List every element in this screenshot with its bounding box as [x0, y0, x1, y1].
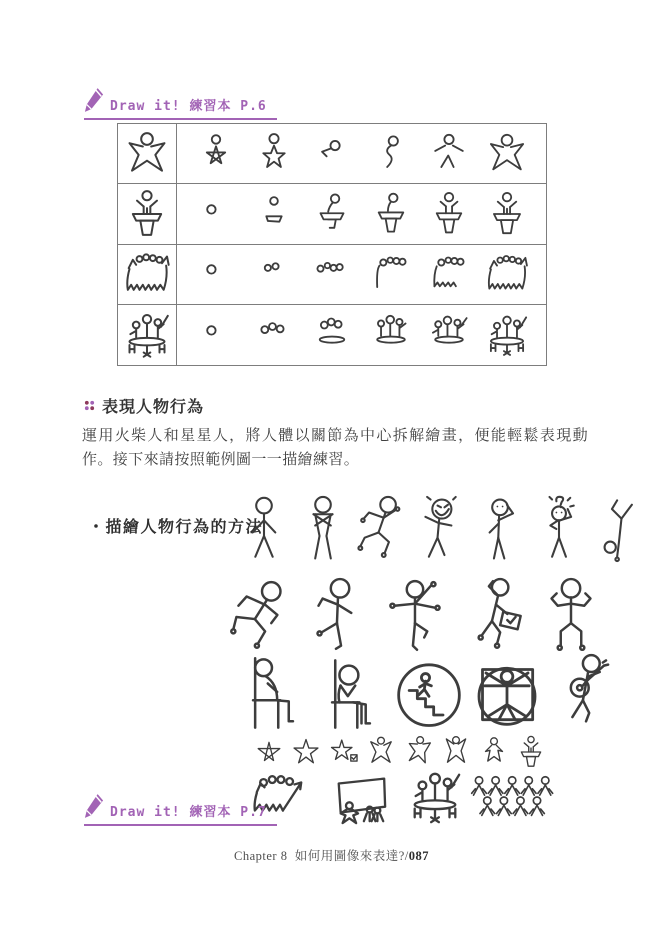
fg-question-figure — [533, 486, 585, 572]
pd-full-figure — [122, 187, 172, 241]
st-person1-figure — [364, 732, 398, 772]
practice-row-steps-star-person — [177, 124, 546, 184]
st-star-figure — [289, 732, 323, 772]
footer-title: 如何用圖像來表達?/ — [294, 849, 409, 863]
practice-label-p7 — [84, 792, 277, 826]
fg-stand-figure — [238, 486, 290, 572]
page-footer — [0, 846, 663, 864]
practice-row-example-crowd — [118, 245, 177, 305]
fg-vitruvian-figure — [472, 652, 542, 736]
pd-full-figure — [484, 189, 530, 239]
fg-handstand-figure — [592, 486, 644, 572]
fg-flex-figure — [540, 576, 602, 658]
pd-s4-figure — [368, 189, 414, 239]
sp-s3-figure — [309, 129, 355, 179]
fg-dance-figure — [385, 576, 447, 658]
fg-sit-figure — [238, 652, 308, 736]
fg-kick-figure — [308, 576, 370, 658]
st-scribble-figure — [252, 732, 286, 772]
fg-laugh-figure — [415, 486, 467, 572]
dot-figure — [193, 249, 239, 299]
sp-s1-figure — [193, 129, 239, 179]
cr-s4-figure — [368, 249, 414, 299]
fg-stairs-figure — [394, 652, 464, 736]
sp-full-figure — [122, 127, 172, 181]
sub-label-text: ・描繪人物行為的方法 — [88, 519, 264, 536]
cr-full-figure — [122, 247, 172, 301]
practice-steps-table — [117, 123, 547, 366]
practice-row-steps-meeting-table — [177, 305, 546, 365]
fg-phone-figure — [463, 576, 525, 658]
dot-figure — [193, 310, 239, 360]
fg-guitar-figure — [550, 652, 620, 736]
cr-s5-figure — [426, 249, 472, 299]
st-star-check-figure — [327, 732, 361, 772]
practice-row-example-podium-speaker — [118, 184, 177, 244]
mt-s5-figure — [426, 310, 472, 360]
mt-s4-figure — [368, 310, 414, 360]
fg-crossarm-figure — [297, 486, 349, 572]
footer-chapter: Chapter 8 — [234, 849, 288, 863]
mt-full-figure — [484, 310, 530, 360]
pencil-icon — [84, 792, 104, 820]
pd-s2-figure — [251, 189, 297, 239]
practice-row-steps-crowd — [177, 245, 546, 305]
pd-s5-figure — [426, 189, 472, 239]
figure-row-stars — [252, 732, 548, 772]
figure-row-actions-2 — [230, 576, 602, 658]
figure-row-actions-1 — [238, 486, 644, 572]
cr-full-figure — [484, 249, 530, 299]
sp-full-figure — [484, 129, 530, 179]
figure-row-groups — [244, 768, 560, 826]
st-person4-figure — [477, 732, 511, 772]
mt-s3-figure — [309, 310, 355, 360]
gr-bigcrowd-figure — [468, 768, 560, 826]
sp-s4-figure — [368, 129, 414, 179]
practice-label-text: Draw it! 練習本 P.7 — [110, 805, 267, 820]
figure-row-actions-3 — [238, 652, 620, 736]
mt-s2-figure — [251, 310, 297, 360]
section-body-text: 運用火柴人和星星人，將人體以關節為中心拆解繪畫，便能輕鬆表現動作。接下來請按照範例圖一一描繪練習。 — [82, 427, 588, 469]
fg-sit-slump-figure — [316, 652, 386, 736]
fg-run-figure — [356, 486, 408, 572]
mt-full-figure — [406, 768, 464, 826]
fg-think-figure — [474, 486, 526, 572]
gr-board-figure — [318, 768, 402, 826]
section-heading-text: 表現人物行為 — [102, 399, 205, 416]
practice-label-p6 — [84, 86, 277, 120]
fg-sprint-figure — [230, 576, 292, 658]
mt-full-figure — [122, 308, 172, 362]
pencil-icon — [84, 86, 104, 114]
st-person2-figure — [402, 732, 436, 772]
pd-s3-figure — [309, 189, 355, 239]
st-person3-figure — [439, 732, 473, 772]
dot-figure — [193, 189, 239, 239]
sp-s2-figure — [251, 129, 297, 179]
footer-page-number: 087 — [408, 849, 429, 863]
practice-label-text: Draw it! 練習本 P.6 — [110, 99, 267, 114]
section-heading — [84, 394, 204, 417]
practice-row-steps-podium-speaker — [177, 184, 546, 244]
cr-s2-figure — [251, 249, 297, 299]
cr-s3-figure — [309, 249, 355, 299]
practice-row-example-meeting-table — [118, 305, 177, 365]
practice-row-example-star-person — [118, 124, 177, 184]
sp-s5-figure — [426, 129, 472, 179]
section-dots-icon — [84, 400, 95, 411]
pd-full-figure — [514, 732, 548, 772]
